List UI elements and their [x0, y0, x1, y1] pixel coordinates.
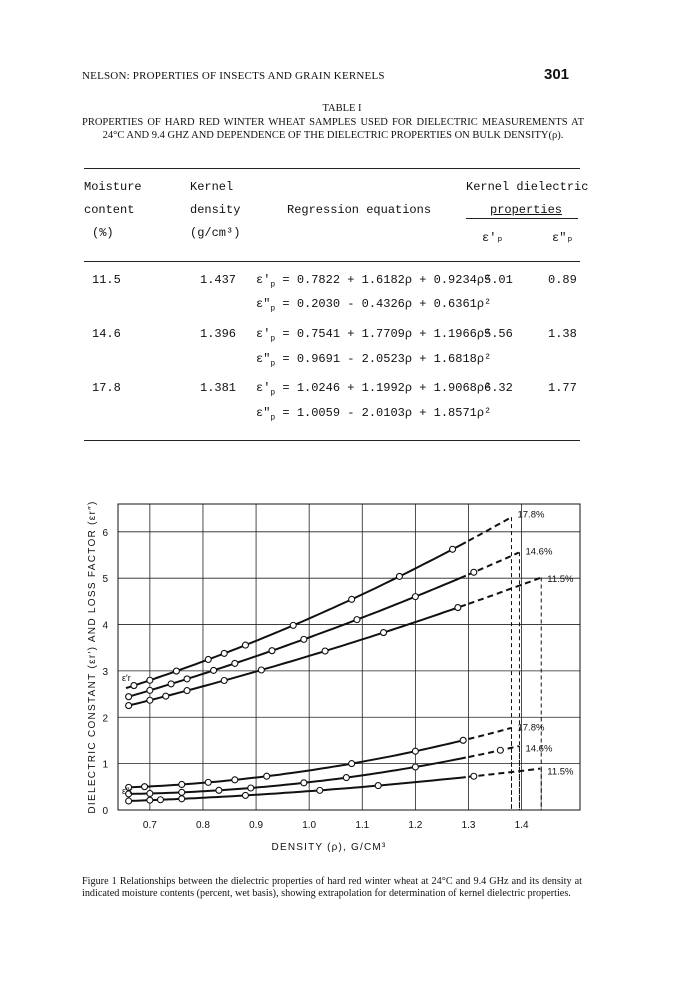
- row-eq2: $\varepsilon''_p = 0.2030 - 0.4326\rho + 0.6361\rho^2$: [256, 297, 492, 314]
- row-eq1: $\varepsilon'_p = 1.0246 + 1.1992\rho + 1.9068\rho^2$: [256, 381, 492, 398]
- series-line-extrapolated: [469, 728, 512, 739]
- data-point: [184, 688, 190, 694]
- row-eq2: $\varepsilon''_p = 0.9691 - 2.0523\rho + 1.6818\rho^2$: [256, 352, 492, 369]
- data-point: [343, 775, 349, 781]
- data-point: [147, 697, 153, 703]
- x-tick-label: 1.1: [355, 820, 370, 831]
- data-point: [264, 773, 270, 779]
- y-tick-label: 1: [102, 759, 108, 771]
- data-point: [471, 569, 477, 575]
- data-point: [221, 678, 227, 684]
- data-point: [179, 796, 185, 802]
- data-point: [232, 660, 238, 666]
- col-kernel-group: Kernel dielectric: [466, 180, 589, 194]
- data-point: [126, 798, 132, 804]
- data-point: [147, 797, 153, 803]
- data-point: [290, 622, 296, 628]
- data-point: [322, 648, 328, 654]
- data-point: [184, 676, 190, 682]
- series-line-solid: [126, 605, 466, 706]
- data-point: [168, 681, 174, 687]
- figure-caption: Figure 1 Relationships between the dielectric properties of hard red winter wheat at 24°C and 9.4 GHz and its density at indicated moisture contents (percent, wet basis), showing extrapolation for determination of kernel dielectric properties.: [82, 876, 582, 899]
- row-eq1: $\varepsilon'_p = 0.7541 + 1.7709\rho + 1.1966\rho^2$: [256, 327, 492, 344]
- col-eps1: ε′ₚ: [482, 231, 504, 245]
- col-eps2: ε″ₚ: [552, 231, 574, 245]
- table-label: TABLE I: [322, 103, 362, 114]
- data-point: [126, 694, 132, 700]
- data-point: [157, 797, 163, 803]
- data-point: [216, 787, 222, 793]
- data-point: [412, 748, 418, 754]
- table-bottom-rule: [84, 440, 580, 441]
- data-point: [179, 781, 185, 787]
- series-line-extrapolated: [469, 769, 541, 777]
- data-point: [258, 667, 264, 673]
- data-point: [375, 783, 381, 789]
- x-tick-label: 1.0: [302, 820, 317, 831]
- x-tick-label: 0.8: [196, 820, 210, 831]
- data-point: [497, 747, 503, 753]
- data-point: [242, 642, 248, 648]
- data-point: [147, 677, 153, 683]
- data-point: [354, 617, 360, 623]
- data-point: [460, 737, 466, 743]
- row-density: 1.437: [200, 273, 237, 287]
- table-header-rule: [84, 261, 580, 262]
- col-kernel-group-2: properties: [490, 203, 563, 217]
- data-point: [471, 773, 477, 779]
- data-point: [381, 630, 387, 636]
- data-point: [269, 648, 275, 654]
- eps1-group-label: ε′r: [122, 673, 131, 684]
- series-line-extrapolated: [469, 578, 541, 604]
- row-eps1: 6.32: [484, 381, 513, 395]
- row-eps1: 5.56: [484, 327, 513, 341]
- series-label: 11.5%: [547, 574, 574, 586]
- series-line-extrapolated: [469, 517, 512, 540]
- series-label: 11.5%: [547, 766, 574, 778]
- row-eps1: 5.01: [484, 273, 513, 287]
- data-point: [211, 667, 217, 673]
- data-point: [131, 683, 137, 689]
- row-density: 1.396: [200, 327, 237, 341]
- data-point: [396, 573, 402, 579]
- data-point: [450, 546, 456, 552]
- y-tick-label: 2: [102, 713, 108, 725]
- row-moisture: 17.8: [92, 381, 121, 395]
- row-eq2: $\varepsilon''_p = 1.0059 - 2.0103\rho + 1.8571\rho^2$: [256, 406, 492, 423]
- table-top-rule: [84, 168, 580, 169]
- x-tick-label: 1.3: [461, 820, 476, 831]
- data-point: [349, 761, 355, 767]
- dielectric-chart: [0, 490, 684, 870]
- row-eps2: 0.89: [548, 273, 577, 287]
- series-label: 17.8%: [517, 722, 545, 734]
- series-line-solid: [126, 758, 466, 794]
- y-axis-label: DIELECTRIC CONSTANT (εr′) AND LOSS FACTOR (εr″): [87, 500, 98, 814]
- y-tick-label: 5: [102, 574, 108, 586]
- row-eps2: 1.77: [548, 381, 577, 395]
- chart-curves: [126, 517, 545, 810]
- data-point: [179, 789, 185, 795]
- row-density: 1.381: [200, 381, 237, 395]
- col-regression: Regression equations: [287, 203, 432, 217]
- data-point: [205, 656, 211, 662]
- data-point: [455, 605, 461, 611]
- x-tick-label: 0.7: [142, 820, 157, 831]
- series-line-solid: [126, 542, 466, 688]
- eps2-group-label: ε″r: [122, 786, 133, 797]
- data-point: [147, 790, 153, 796]
- series-label: 14.6%: [525, 546, 553, 558]
- col-moisture-line1: Moisture: [84, 180, 142, 194]
- row-moisture: 14.6: [92, 327, 121, 341]
- data-point: [205, 779, 211, 785]
- x-tick-label: 0.9: [249, 820, 264, 831]
- data-point: [412, 594, 418, 600]
- data-point: [147, 687, 153, 693]
- data-point: [412, 764, 418, 770]
- col-moisture-line2: content: [84, 203, 135, 217]
- data-point: [242, 792, 248, 798]
- col-density-line1: Kernel: [190, 180, 234, 194]
- kernel-group-underline: [466, 218, 578, 219]
- row-moisture: 11.5: [92, 273, 121, 287]
- col-density-line3: (g/cm³): [190, 226, 241, 240]
- y-tick-label: 4: [102, 620, 108, 632]
- row-eq1: $\varepsilon'_p = 0.7822 + 1.6182\rho + 0.9234\rho^2$: [256, 273, 492, 290]
- x-tick-label: 1.2: [408, 820, 423, 831]
- data-point: [317, 787, 323, 793]
- series-label: 14.6%: [525, 743, 553, 755]
- running-header: NELSON: PROPERTIES OF INSECTS AND GRAIN KERNELS: [82, 70, 385, 82]
- data-point: [142, 784, 148, 790]
- data-point: [301, 636, 307, 642]
- x-axis-label: DENSITY (ρ), G/CM³: [271, 842, 387, 853]
- table-caption: PROPERTIES OF HARD RED WINTER WHEAT SAMPLES USED FOR DIELECTRIC MEASUREMENTS AT 24°C AND 9.4 GHZ AND DEPENDENCE OF THE DIELECTRIC PROPERTIES ON BULK DENSITY(ρ).: [82, 117, 584, 141]
- y-tick-label: 0: [102, 806, 108, 817]
- data-point: [301, 780, 307, 786]
- y-tick-label: 6: [102, 527, 108, 539]
- col-density-line2: density: [190, 203, 241, 217]
- page-number: 301: [544, 66, 570, 83]
- series-line-solid: [126, 777, 466, 801]
- row-eps2: 1.38: [548, 327, 577, 341]
- data-point: [349, 596, 355, 602]
- data-point: [173, 668, 179, 674]
- x-tick-label: 1.4: [514, 820, 529, 831]
- data-point: [232, 777, 238, 783]
- y-tick-label: 3: [102, 666, 108, 678]
- series-label: 17.8%: [517, 509, 545, 521]
- data-point: [221, 650, 227, 656]
- data-point: [248, 785, 254, 791]
- data-point: [126, 703, 132, 709]
- data-point: [163, 693, 169, 699]
- col-moisture-line3: (%): [92, 226, 114, 240]
